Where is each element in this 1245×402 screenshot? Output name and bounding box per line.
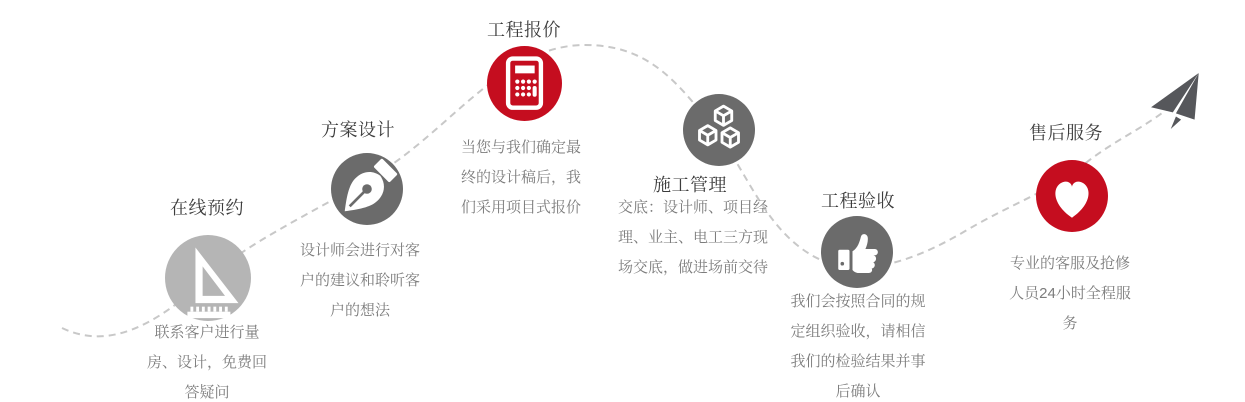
step-icon-circle xyxy=(1036,160,1108,232)
step-description-line: 联系客户进行量 xyxy=(154,324,260,341)
step-icon-circle xyxy=(331,153,403,225)
step-description-line: 当您与我们确定最 xyxy=(460,139,581,156)
step-title: 方案设计 xyxy=(321,120,395,140)
calculator-icon xyxy=(487,46,562,121)
step-description-line: 专业的客服及抢修 xyxy=(1009,255,1130,272)
step-description-line: 房、设计，免费回 xyxy=(146,354,267,371)
step-description-line: 我们的检验结果并事 xyxy=(790,353,926,370)
step-description-line: 我们会按照合同的规 xyxy=(790,293,926,310)
step-description-line: 交底：设计师、项目经 xyxy=(617,199,768,216)
step-description xyxy=(609,193,777,283)
step-description xyxy=(783,287,933,402)
step-description xyxy=(995,249,1145,339)
step-title: 工程报价 xyxy=(487,20,561,40)
set-square-icon xyxy=(165,235,251,321)
step-description-line: 定组织验收，请相信 xyxy=(790,323,926,340)
step-description-line: 人员24小时全程服 xyxy=(1009,285,1131,302)
step-description xyxy=(127,318,287,402)
paper-plane-icon xyxy=(1150,72,1206,135)
step-description-line: 终的设计稿后，我 xyxy=(460,169,581,186)
step-title: 售后服务 xyxy=(1029,123,1103,143)
step-description-line: 答疑问 xyxy=(184,384,230,401)
step-description-line: 理、业主、电工三方现 xyxy=(617,229,768,246)
step-description xyxy=(280,236,440,326)
step-description xyxy=(441,133,601,223)
step-title: 施工管理 xyxy=(653,175,727,195)
step-icon-circle xyxy=(487,46,562,121)
heart-icon xyxy=(1036,160,1108,232)
step-description-line: 场交底，做进场前交待 xyxy=(617,259,768,276)
step-icon-circle xyxy=(165,235,251,321)
step-icon-circle xyxy=(821,216,893,288)
step-title: 在线预约 xyxy=(170,198,244,218)
pen-nib-icon xyxy=(331,153,403,225)
step-description-line: 务 xyxy=(1062,315,1078,332)
step-description-line: 后确认 xyxy=(835,383,881,400)
cubes-icon xyxy=(683,94,755,166)
step-description-line: 设计师会进行对客 xyxy=(299,242,420,259)
step-icon-circle xyxy=(683,94,755,166)
step-description-line: 们采用项目式报价 xyxy=(460,199,581,216)
step-description-line: 户的建议和聆听客 xyxy=(299,272,420,289)
thumbs-up-icon xyxy=(821,216,893,288)
step-title: 工程验收 xyxy=(821,191,895,211)
step-description-line: 户的想法 xyxy=(329,302,390,319)
